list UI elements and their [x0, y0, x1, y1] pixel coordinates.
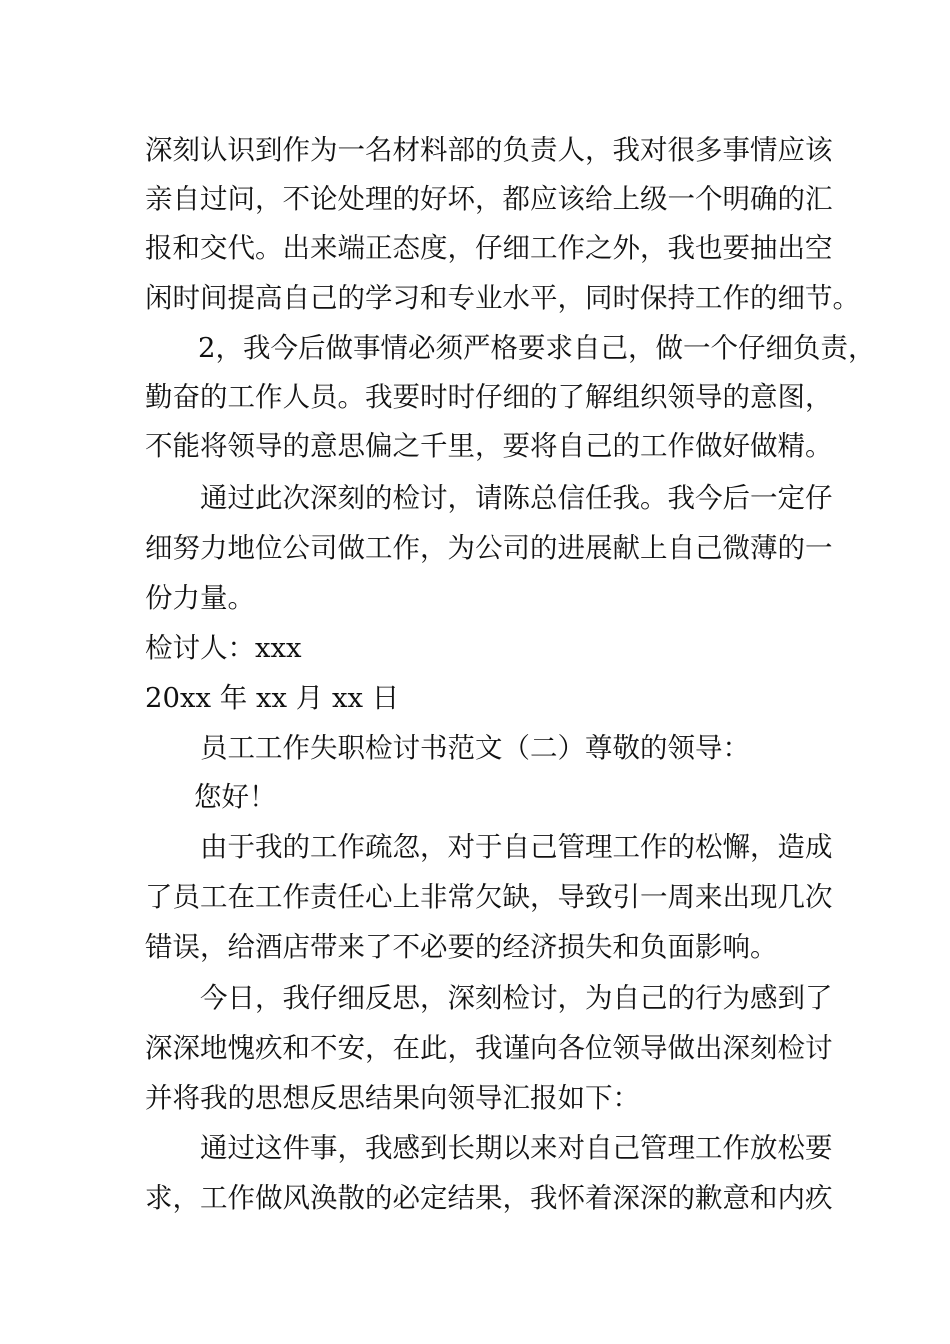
text-line: 今日，我仔细反思，深刻检讨，为自己的行为感到了 [200, 982, 833, 1014]
text-line: 由于我的工作疏忽，对于自己管理工作的松懈，造成 [200, 831, 833, 863]
text-line: 份力量。 [145, 582, 255, 614]
text-line: 勤奋的工作人员。我要时时仔细的了解组织领导的意图， [145, 381, 833, 413]
text-line: 并将我的思想反思结果向领导汇报如下： [145, 1082, 640, 1114]
text-line: 深深地愧疚和不安，在此，我谨向各位领导做出深刻检讨 [145, 1032, 833, 1064]
section-heading: 员工工作失职检讨书范文（二）尊敬的领导： [200, 732, 750, 764]
text-line: 不能将领导的意思偏之千里，要将自己的工作做好做精。 [145, 430, 833, 462]
signer-line: 检讨人：xxx [145, 632, 302, 664]
text-line: 求，工作做风涣散的必定结果，我怀着深深的歉意和内疚 [145, 1182, 833, 1214]
date-line: 20xx 年 xx 月 xx 日 [145, 682, 400, 714]
text-line: 通过这件事，我感到长期以来对自己管理工作放松要 [200, 1132, 833, 1164]
text-line: 细努力地位公司做工作，为公司的进展献上自己微薄的一 [145, 532, 833, 564]
text-line: 通过此次深刻的检讨，请陈总信任我。我今后一定仔 [200, 482, 833, 514]
text-line: 2，我今后做事情必须严格要求自己，做一个仔细负责， [198, 332, 876, 364]
text-line: 错误，给酒店带来了不必要的经济损失和负面影响。 [145, 931, 778, 963]
text-line: 报和交代。出来端正态度，仔细工作之外，我也要抽出空 [145, 232, 833, 264]
greeting-line: 您好！ [194, 781, 277, 813]
text-line: 深刻认识到作为一名材料部的负责人，我对很多事情应该 [145, 134, 833, 166]
text-line: 了员工在工作责任心上非常欠缺，导致引一周来出现几次 [145, 881, 833, 913]
text-line: 亲自过问，不论处理的好坏，都应该给上级一个明确的汇 [145, 183, 833, 215]
text-line: 闲时间提高自己的学习和专业水平，同时保持工作的细节。 [145, 282, 860, 314]
